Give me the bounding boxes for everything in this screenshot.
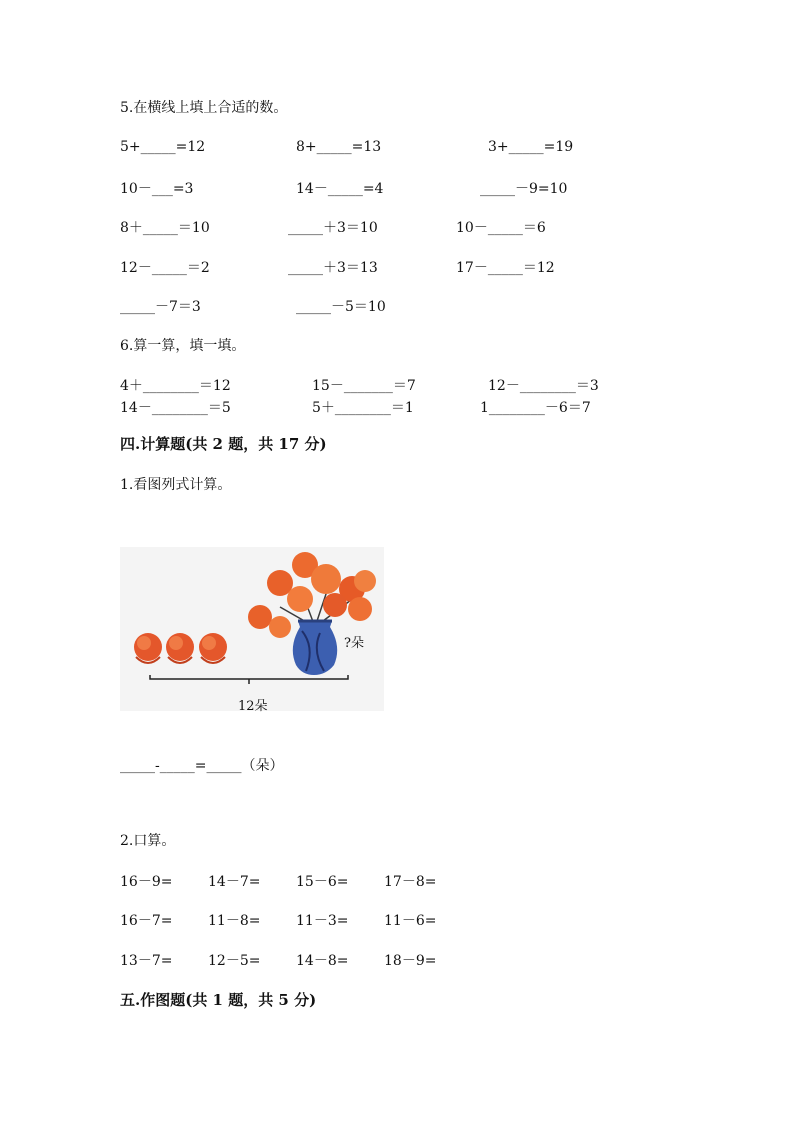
p2-item[interactable]: 11－8= <box>208 913 261 929</box>
p2-item[interactable]: 11－3= <box>296 913 349 929</box>
flower-figure <box>120 547 384 714</box>
vase-icon <box>293 621 337 675</box>
q5-item[interactable]: _____＋3＝13 <box>288 260 378 276</box>
unknown-count-label: ?朵 <box>344 636 364 651</box>
section-4-title: 四.计算题(共 2 题，共 17 分) <box>120 435 327 453</box>
p2-item[interactable]: 14－7= <box>208 874 261 890</box>
p1-title: 1.看图列式计算。 <box>120 477 232 493</box>
q5-title: 5.在横线上填上合适的数。 <box>120 100 288 116</box>
p2-item[interactable]: 15－6= <box>296 874 349 890</box>
q5-item[interactable]: 5+_____=12 <box>120 139 206 155</box>
p2-item[interactable]: 16－9= <box>120 874 173 890</box>
q6-item[interactable]: 1________－6＝7 <box>480 400 591 416</box>
q5-item[interactable]: _____－7＝3 <box>120 299 201 315</box>
loose-rose-icon <box>134 633 162 663</box>
p2-item[interactable]: 13－7= <box>120 953 173 969</box>
p2-item[interactable]: 17－8= <box>384 874 437 890</box>
p1-answer-line[interactable]: _____-_____=_____（朵） <box>120 758 284 774</box>
p2-item[interactable]: 16－7= <box>120 913 173 929</box>
q6-item[interactable]: 12－________＝3 <box>488 378 599 394</box>
q5-item[interactable]: 10－_____＝6 <box>456 220 546 236</box>
total-count-label: 12朵 <box>238 699 268 714</box>
q5-item[interactable]: 12－_____＝2 <box>120 260 210 276</box>
p2-item[interactable]: 11－6= <box>384 913 437 929</box>
q5-item[interactable]: 17－_____＝12 <box>456 260 555 276</box>
loose-rose-icon <box>166 633 194 663</box>
p2-item[interactable]: 14－8= <box>296 953 349 969</box>
q6-title: 6.算一算，填一填。 <box>120 338 246 354</box>
q6-item[interactable]: 5＋________＝1 <box>312 400 414 416</box>
p2-item[interactable]: 12－5= <box>208 953 261 969</box>
p2-item[interactable]: 18－9= <box>384 953 437 969</box>
q5-item[interactable]: 8＋_____＝10 <box>120 220 210 236</box>
q5-item[interactable]: _____＋3＝10 <box>288 220 378 236</box>
q6-item[interactable]: 14－________＝5 <box>120 400 231 416</box>
q6-item[interactable]: 4＋________＝12 <box>120 378 231 394</box>
p2-title: 2.口算。 <box>120 833 176 849</box>
q5-item[interactable]: 14－_____=4 <box>296 181 384 197</box>
section-5-title: 五.作图题(共 1 题，共 5 分) <box>120 991 317 1009</box>
q5-item[interactable]: _____－9=10 <box>480 181 568 197</box>
loose-rose-icon <box>199 633 227 663</box>
q5-item[interactable]: 8+_____=13 <box>296 139 382 155</box>
q5-item[interactable]: 3+_____=19 <box>488 139 574 155</box>
q5-item[interactable]: _____－5＝10 <box>296 299 386 315</box>
q5-item[interactable]: 10－___=3 <box>120 181 194 197</box>
q6-item[interactable]: 15－_______＝7 <box>312 378 416 394</box>
